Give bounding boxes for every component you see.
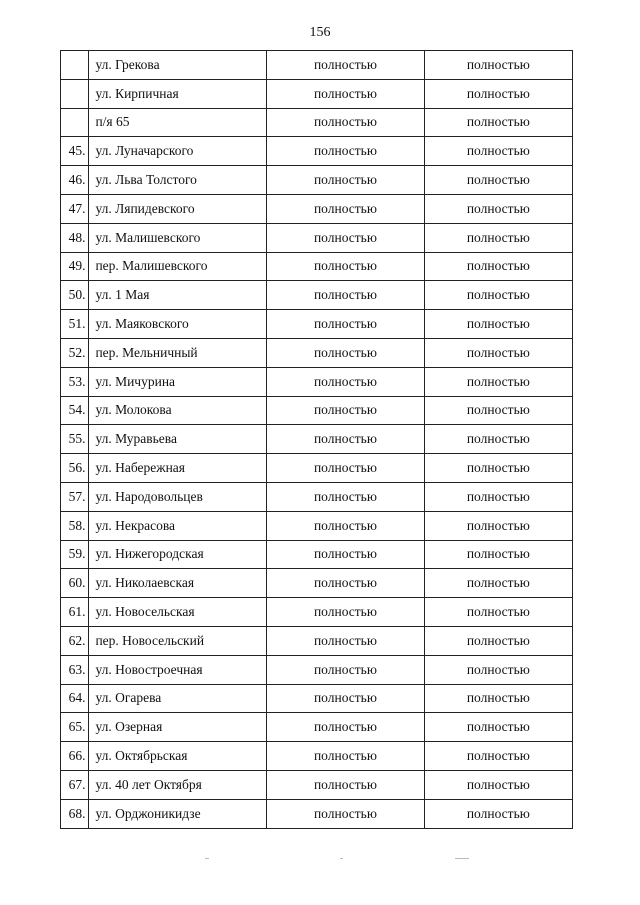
- coverage-status-a: полностью: [267, 511, 424, 540]
- row-number: [61, 51, 89, 80]
- coverage-status-b: полностью: [424, 742, 572, 771]
- coverage-status-a: полностью: [267, 626, 424, 655]
- street-name: ул. Набережная: [89, 454, 267, 483]
- street-name: ул. Николаевская: [89, 569, 267, 598]
- table-row: [61, 281, 573, 310]
- row-number: 47.: [61, 194, 89, 223]
- table-row: [61, 482, 573, 511]
- coverage-status-b: полностью: [424, 166, 572, 195]
- coverage-status-a: полностью: [267, 482, 424, 511]
- row-number: 61.: [61, 598, 89, 627]
- street-name: ул. Молокова: [89, 396, 267, 425]
- street-name: ул. Некрасова: [89, 511, 267, 540]
- row-number: 65.: [61, 713, 89, 742]
- coverage-status-b: полностью: [424, 281, 572, 310]
- coverage-status-a: полностью: [267, 454, 424, 483]
- row-number: 63.: [61, 655, 89, 684]
- coverage-status-a: полностью: [267, 338, 424, 367]
- coverage-status-b: полностью: [424, 108, 572, 137]
- street-name: ул. Октябрьская: [89, 742, 267, 771]
- street-name: ул. Нижегородская: [89, 540, 267, 569]
- row-number: 57.: [61, 482, 89, 511]
- coverage-status-a: полностью: [267, 310, 424, 339]
- coverage-status-a: полностью: [267, 770, 424, 799]
- street-name: ул. Мичурина: [89, 367, 267, 396]
- street-name: ул. Муравьева: [89, 425, 267, 454]
- coverage-status-b: полностью: [424, 569, 572, 598]
- row-number: 49.: [61, 252, 89, 281]
- table-row: [61, 742, 573, 771]
- table-row: [61, 310, 573, 339]
- row-number: 62.: [61, 626, 89, 655]
- row-number: 60.: [61, 569, 89, 598]
- coverage-status-a: полностью: [267, 540, 424, 569]
- coverage-status-a: полностью: [267, 108, 424, 137]
- coverage-status-a: полностью: [267, 137, 424, 166]
- street-name: пер. Мельничный: [89, 338, 267, 367]
- coverage-status-a: полностью: [267, 79, 424, 108]
- streets-table: [60, 50, 573, 829]
- coverage-status-b: полностью: [424, 310, 572, 339]
- row-number: 64.: [61, 684, 89, 713]
- table-row: [61, 338, 573, 367]
- row-number: 56.: [61, 454, 89, 483]
- street-name: ул. Озерная: [89, 713, 267, 742]
- street-name: ул. Народовольцев: [89, 482, 267, 511]
- coverage-status-b: полностью: [424, 194, 572, 223]
- coverage-status-b: полностью: [424, 626, 572, 655]
- coverage-status-b: полностью: [424, 252, 572, 281]
- row-number: 51.: [61, 310, 89, 339]
- coverage-status-b: полностью: [424, 223, 572, 252]
- table-row: [61, 252, 573, 281]
- row-number: 45.: [61, 137, 89, 166]
- coverage-status-b: полностью: [424, 511, 572, 540]
- row-number: 59.: [61, 540, 89, 569]
- row-number: 52.: [61, 338, 89, 367]
- coverage-status-a: полностью: [267, 252, 424, 281]
- street-name: ул. Новостроечная: [89, 655, 267, 684]
- table-row: [61, 166, 573, 195]
- table-row: [61, 684, 573, 713]
- table-row: [61, 51, 573, 80]
- street-name: ул. Орджоникидзе: [89, 799, 267, 828]
- table-row: [61, 137, 573, 166]
- table-row: [61, 396, 573, 425]
- row-number: 66.: [61, 742, 89, 771]
- table-row: [61, 770, 573, 799]
- coverage-status-a: полностью: [267, 742, 424, 771]
- coverage-status-b: полностью: [424, 770, 572, 799]
- table-row: [61, 79, 573, 108]
- coverage-status-a: полностью: [267, 223, 424, 252]
- coverage-status-a: полностью: [267, 194, 424, 223]
- street-name: пер. Малишевского: [89, 252, 267, 281]
- coverage-status-b: полностью: [424, 79, 572, 108]
- coverage-status-b: полностью: [424, 367, 572, 396]
- row-number: 46.: [61, 166, 89, 195]
- streets-table-body: [61, 51, 573, 829]
- coverage-status-b: полностью: [424, 713, 572, 742]
- coverage-status-a: полностью: [267, 51, 424, 80]
- street-name: ул. Луначарского: [89, 137, 267, 166]
- row-number: [61, 108, 89, 137]
- coverage-status-b: полностью: [424, 338, 572, 367]
- table-row: [61, 598, 573, 627]
- table-row: [61, 223, 573, 252]
- table-row: [61, 540, 573, 569]
- coverage-status-a: полностью: [267, 598, 424, 627]
- coverage-status-b: полностью: [424, 425, 572, 454]
- table-row: [61, 367, 573, 396]
- street-name: ул. Кирпичная: [89, 79, 267, 108]
- coverage-status-b: полностью: [424, 396, 572, 425]
- street-name: п/я 65: [89, 108, 267, 137]
- coverage-status-b: полностью: [424, 684, 572, 713]
- row-number: 48.: [61, 223, 89, 252]
- row-number: 54.: [61, 396, 89, 425]
- table-row: [61, 569, 573, 598]
- street-name: ул. 40 лет Октября: [89, 770, 267, 799]
- coverage-status-a: полностью: [267, 367, 424, 396]
- coverage-status-a: полностью: [267, 281, 424, 310]
- coverage-status-b: полностью: [424, 799, 572, 828]
- coverage-status-a: полностью: [267, 684, 424, 713]
- row-number: 53.: [61, 367, 89, 396]
- street-name: ул. 1 Мая: [89, 281, 267, 310]
- table-row: [61, 454, 573, 483]
- table-row: [61, 799, 573, 828]
- table-row: [61, 194, 573, 223]
- coverage-status-b: полностью: [424, 482, 572, 511]
- street-name: ул. Огарева: [89, 684, 267, 713]
- street-name: ул. Маяковского: [89, 310, 267, 339]
- row-number: [61, 79, 89, 108]
- page-number: 156: [309, 25, 331, 40]
- coverage-status-b: полностью: [424, 454, 572, 483]
- row-number: 58.: [61, 511, 89, 540]
- coverage-status-a: полностью: [267, 425, 424, 454]
- table-row: [61, 108, 573, 137]
- coverage-status-a: полностью: [267, 713, 424, 742]
- street-name: пер. Новосельский: [89, 626, 267, 655]
- row-number: 68.: [61, 799, 89, 828]
- row-number: 55.: [61, 425, 89, 454]
- coverage-status-b: полностью: [424, 137, 572, 166]
- row-number: 67.: [61, 770, 89, 799]
- street-name: ул. Ляпидевского: [89, 194, 267, 223]
- row-number: 50.: [61, 281, 89, 310]
- table-row: [61, 713, 573, 742]
- coverage-status-a: полностью: [267, 799, 424, 828]
- coverage-status-b: полностью: [424, 540, 572, 569]
- coverage-status-b: полностью: [424, 51, 572, 80]
- coverage-status-b: полностью: [424, 655, 572, 684]
- street-name: ул. Грекова: [89, 51, 267, 80]
- street-name: ул. Льва Толстого: [89, 166, 267, 195]
- coverage-status-a: полностью: [267, 569, 424, 598]
- table-row: [61, 655, 573, 684]
- coverage-status-a: полностью: [267, 655, 424, 684]
- street-name: ул. Малишевского: [89, 223, 267, 252]
- table-row: [61, 626, 573, 655]
- table-row: [61, 425, 573, 454]
- footer-scan-marks: [0, 858, 640, 868]
- coverage-status-b: полностью: [424, 598, 572, 627]
- coverage-status-a: полностью: [267, 396, 424, 425]
- table-row: [61, 511, 573, 540]
- coverage-status-a: полностью: [267, 166, 424, 195]
- street-name: ул. Новосельская: [89, 598, 267, 627]
